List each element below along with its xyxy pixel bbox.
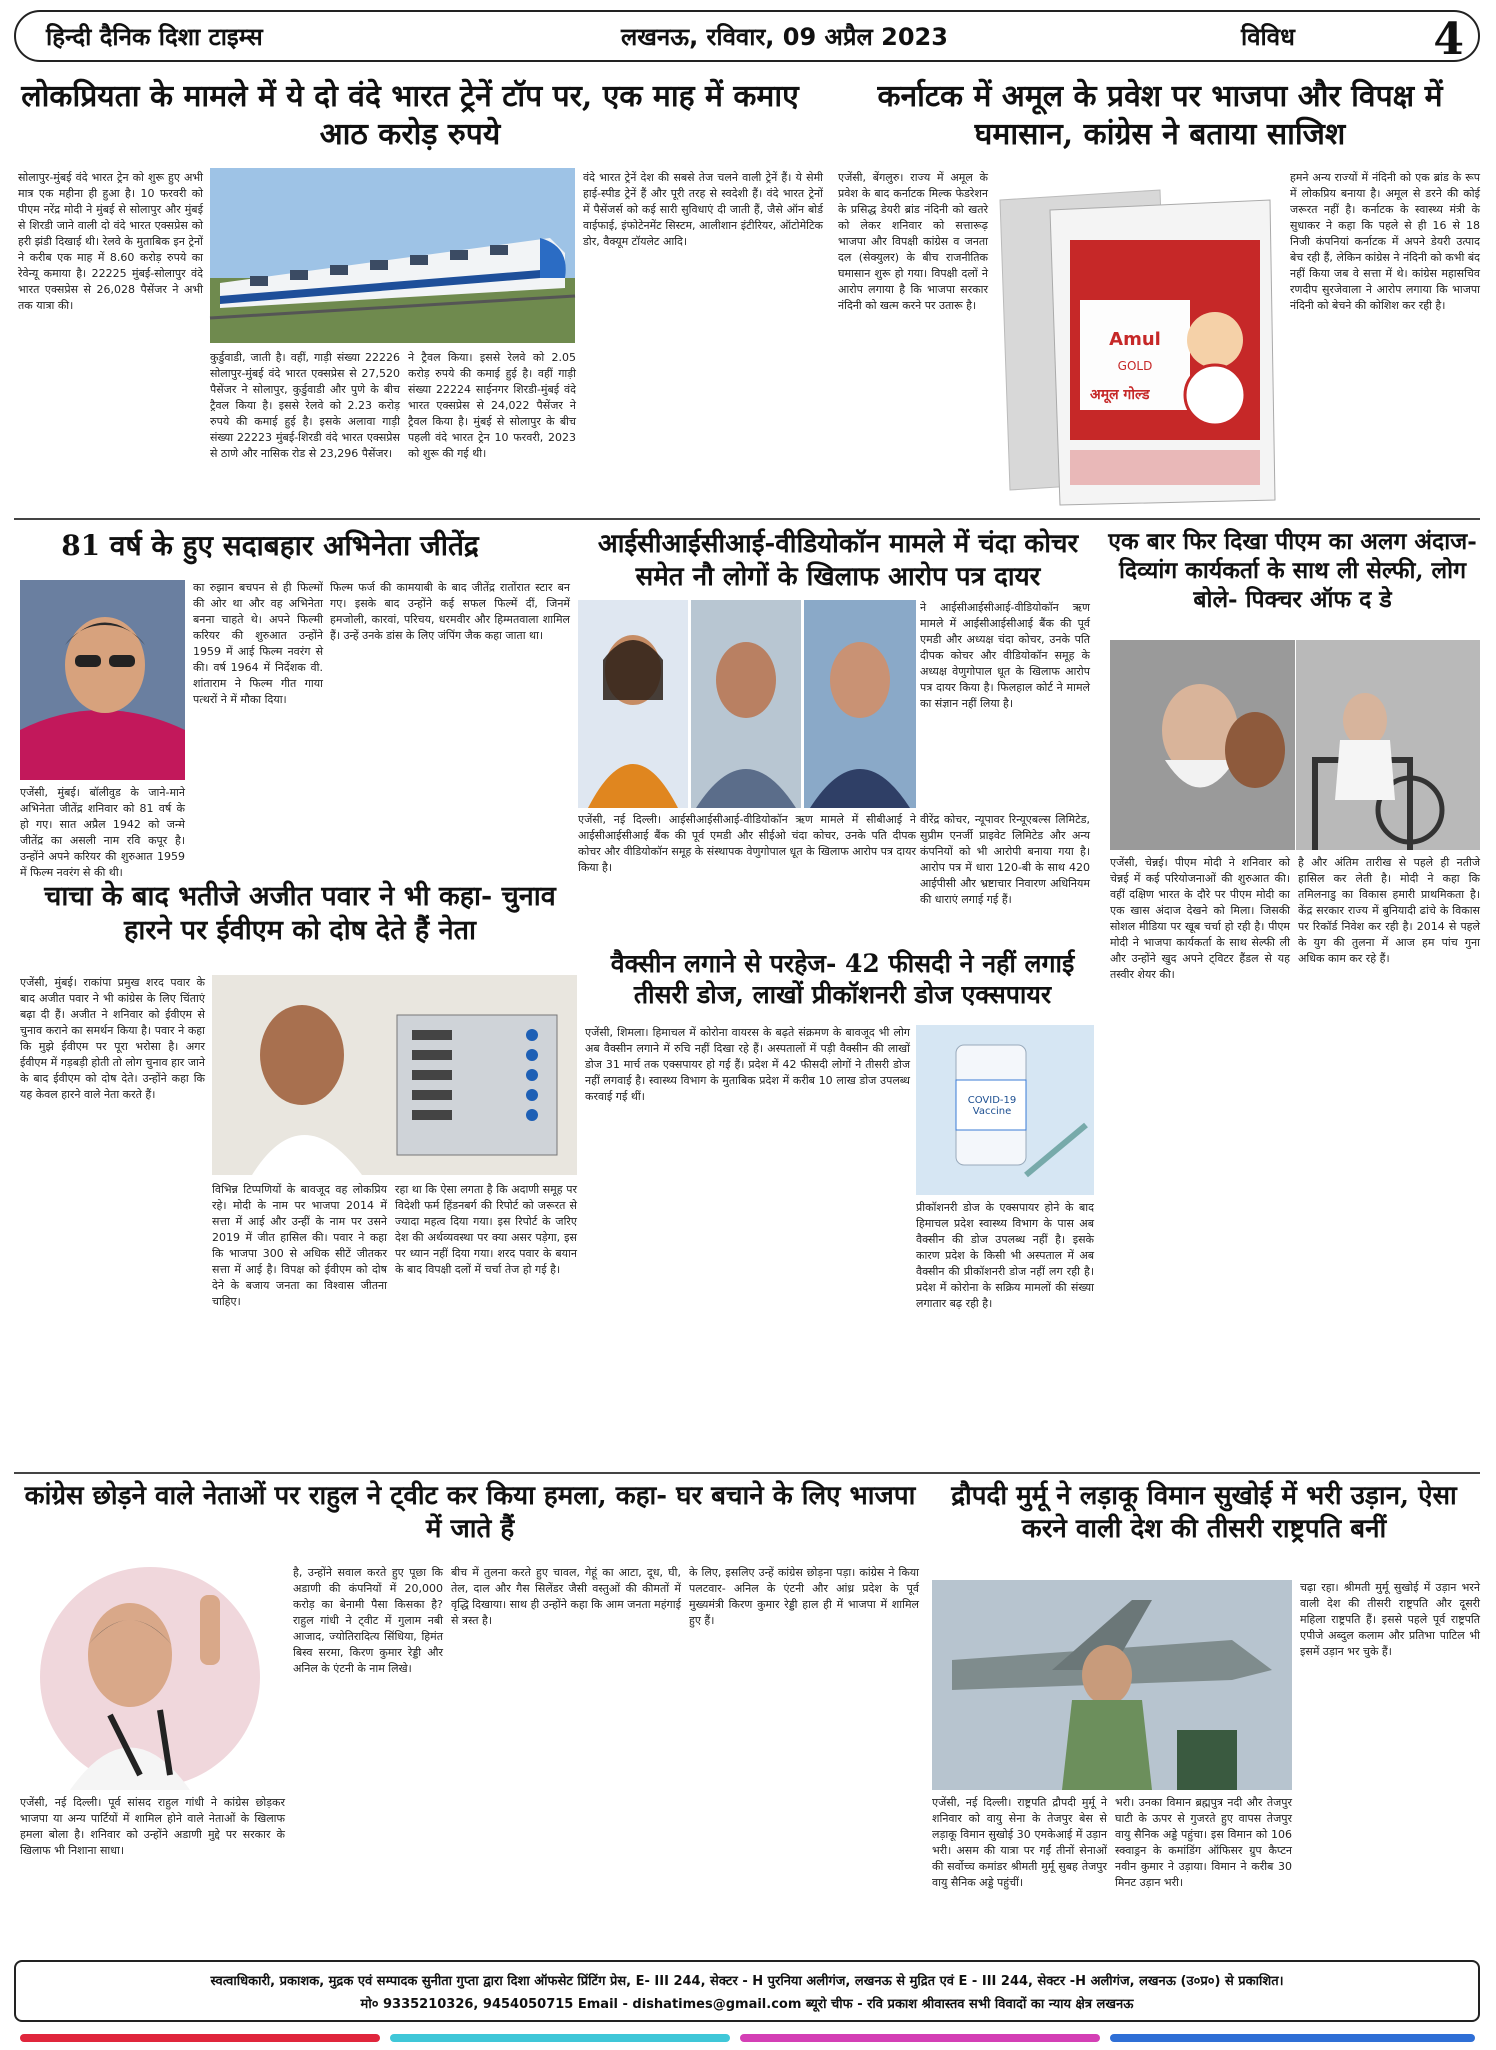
headline-rahul: कांग्रेस छोड़ने वाले नेताओं पर राहुल ने ट्वीट कर किया हमला, कहा- घर बचाने के लिए भाजपा में जाते हैं — [24, 1481, 916, 1544]
pm-selfie-col-2: है और अंतिम तारीख से पहले ही नतीजे हासिल कर लेती है। मोदी ने कहा कि तमिलनाडु का विकास हमारी प्राथमिकता है। केंद्र सरकार राज्य में बुनियादी ढांचे के विकास पर रिकॉर्ड निवेश कर रही है। 2014 से पहले के युग की तुलना में आज हम पांच गुना अधिक काम कर रहे हैं। — [1298, 856, 1480, 965]
amul-col-1: एजेंसी, बेंगलुरु। राज्य में अमूल के प्रवेश के बाद कर्नाटक मिल्क फेडरेशन के प्रसिद्ध डेयरी ब्रांड नंदिनी को खतरे को लेकर शनिवार को सत्तारूढ़ भाजपा और विपक्षी कांग्रेस व जनता दल (सेक्युलर) के बीच राजनीतिक घमासान शुरू हो गया। विपक्षी दलों ने आरोप लगाया है कि भाजपा सरकार नंदिनी को खत्म करने पर उतारू है। — [838, 171, 988, 312]
pm-selfie-col-1: एजेंसी, चेन्नई। पीएम मोदी ने शनिवार को चेन्नई में कई परियोजनाओं की शुरुआत की। वहीं दक्षिण भारत के दौरे पर पीएम मोदी का एक खास अंदाज देखने को मिला। जिसकी सोशल मीडिया पर खूब चर्चा हो रही है। पीएम मोदी ने भाजपा कार्यकर्ता के साथ सेल्फी ली और उन्होंने खुद अपने ट्विटर हैंडल से यह तस्वीर शेयर की। — [1110, 856, 1290, 981]
rahul-col-4: के लिए, इसलिए उन्हें कांग्रेस छोड़ना पड़ा। कांग्रेस ने किया पलटवार- अनिल के एंटनी और आंध्र प्रदेश के पूर्व मुख्यमंत्री किरण कुमार रेड्डी हाल ही में भाजपा में शामिल हुए हैं। — [689, 1566, 919, 1627]
pm-selfie-photo — [1110, 640, 1480, 850]
svg-text:GOLD: GOLD — [1117, 359, 1153, 373]
headline-murmu: द्रौपदी मुर्मू ने लड़ाकू विमान सुखोई में भरी उड़ान, ऐसा करने वाली देश की तीसरी राष्ट्रपति बनीं — [951, 1481, 1457, 1544]
rahul-col-2: है, उन्होंने सवाल करते हुए पूछा कि अडाणी की कंपनियों में 20,000 करोड़ का बेनामी पैसा किसका है? राहुल गांधी ने ट्वीट में गुलाम नबी आजाद, ज्योतिरादित्य सिंधिया, हिमंत बिस्व सरमा, किरण कुमार रेड्डी और अनिल के एंटनी के नाम लिखे। — [293, 1566, 443, 1675]
vande-bharat-col-3: ने ट्रैवल किया। इससे रेलवे को 2.05 करोड़ रुपये की कमाई हुई है। वहीं गाड़ी संख्या 22224 साईनगर शिरडी-मुंबई वंदे भारत एक्सप्रेस से 24,022 पैसेंजर ने ट्रैवल किया है। मुंबई से सोलापुर के बीच पहली वंदे भारत ट्रेन 10 फरवरी, 2023 को शुरू की गई थी। — [408, 351, 576, 460]
murmu-col-1: एजेंसी, नई दिल्ली। राष्ट्रपति द्रौपदी मुर्मू ने शनिवार को वायु सेना के तेजपुर बेस से लड़ाकू विमान सुखोई 30 एमकेआई में उड़ान भरी। असम की यात्रा पर गईं तीनों सेनाओं की सर्वोच्च कमांडर श्रीमती मुर्मू सुबह तेजपुर वायु सैनिक अड्डे पहुंचीं। — [932, 1796, 1107, 1889]
vaccine-vial-label: COVID-19 Vaccine — [967, 1095, 1017, 1117]
page-number: 4 — [1433, 14, 1464, 65]
amul-pack-label: अमूल गोल्ड — [1090, 387, 1150, 403]
jeetendra-photo — [20, 580, 185, 780]
newspaper-name: हिन्दी दैनिक दिशा टाइम्स — [46, 22, 263, 51]
ajit-pawar-evm-photo — [212, 975, 577, 1175]
ajit-pawar-col-2: विभिन्न टिप्पणियों के बावजूद वह लोकप्रिय रहे। मोदी के नाम पर भाजपा 2014 में सत्ता में आई और उन्हीं के नाम पर उसने 2019 में जीत हासिल की। पवार ने कहा कि भाजपा 300 से अधिक सीटें जीतकर सत्ता में आई है। विपक्ष को ईवीएम को दोष देने के बजाय जनता का विश्वास जीतना चाहिए। — [212, 1183, 387, 1308]
masthead — [14, 10, 1480, 65]
rahul-col-1: एजेंसी, नई दिल्ली। पूर्व सांसद राहुल गांधी ने कांग्रेस छोड़कर भाजपा या अन्य पार्टियों में शामिल होने वाले नेताओं के खिलाफ हमला बोला है। शनिवार को उन्होंने अडाणी मुद्दे पर सरकार के खिलाफ भी निशाना साधा। — [20, 1796, 285, 1857]
amul-pack-photo — [990, 180, 1280, 510]
jeetendra-col-3: फिल्म फर्ज की कामयाबी के बाद जीतेंद्र रातोंरात स्टार बन गए। इसके बाद उन्होंने कई सफल फिल्में दीं, जिनमें हमजोली, कारवां, परिचय, धरमवीर और हिम्मतवाला शामिल हैं। उन्हें उनके डांस के लिए जंपिंग जैक कहा जाता था। — [330, 581, 570, 642]
imprint-line-1: स्वत्वाधिकारी, प्रकाशक, मुद्रक एवं सम्पादक सुनीता गुप्ता द्वारा दिशा ऑफसेट प्रिंटिंग प्रेस, E- III 244, सेक्टर - H पुरनिया अलीगंज, लखनऊ से मुद्रित एवं E - III 244, सेक्टर -H अलीगंज, लखनऊ (उ०प्र०) से प्रकाशित। — [210, 1974, 1284, 1989]
headline-vande-bharat: लोकप्रियता के मामले में ये दो वंदे भारत ट्रेनें टॉप पर, एक माह में कमाए आठ करोड़ रुपये — [21, 79, 799, 152]
murmu-col-3: चढ़ा रहा। श्रीमती मुर्मू सुखोई में उड़ान भरने वाली देश की तीसरी राष्ट्रपति और दूसरी महिला राष्ट्रपति हैं। इससे पहले पूर्व राष्ट्रपति एपीजे अब्दुल कलाम और प्रतिभा पाटिल भी इसमें उड़ान भर चुके हैं। — [1300, 1581, 1480, 1658]
issue-date: लखनऊ, रविवार, 09 अप्रैल 2023 — [621, 22, 948, 51]
vaccine-photo — [916, 1025, 1094, 1195]
icici-col-1: एजेंसी, नई दिल्ली। आईसीआईसीआई-वीडियोकॉन ऋण मामले में सीबीआई ने आईसीआईसीआई बैंक की पूर्व एमडी और सीईओ चंदा कोचर, उनके पति दीपक कोचर और वीडियोकॉन समूह के संस्थापक वेणुगोपाल धूत के खिलाफ आरोप पत्र दायर किया है। — [578, 813, 916, 874]
decor-bar-red — [20, 2034, 380, 2042]
svg-text:Amul: Amul — [1109, 329, 1161, 350]
vande-bharat-col-4: वंदे भारत ट्रेनें देश की सबसे तेज चलने वाली ट्रेनें हैं। ये सेमी हाई-स्पीड ट्रेनें हैं और पूरी तरह से स्वदेशी हैं। वंदे भारत ट्रेनों में पैसेंजर्स को कई सारी सुविधाएं दी जाती हैं, जैसे ऑन बोर्ड वाईफाई, इंफोटेनमेंट सिस्टम, आलीशान इंटीरियर, ऑटोमेटिक डोर, वैक्यूम टॉयलेट आदि। — [583, 171, 823, 248]
headline-vaccine: वैक्सीन लगाने से परहेज- 42 फीसदी ने नहीं लगाई तीसरी डोज, लाखों प्रीकॉशनरी डोज एक्सपायर — [610, 949, 1075, 1010]
train-photo — [210, 168, 575, 343]
jeetendra-col-2: का रुझान बचपन से ही फिल्मों की ओर था और वह अभिनेता बनना चाहते थे। अपने फिल्मी करियर की शुरुआत उन्होंने 1959 में आई फिल्म नवरंग से की। वर्ष 1964 में निर्देशक वी. शांताराम ने फिल्म गीत गाया पत्थरों ने में मौका दिया। — [193, 581, 323, 706]
imprint-footer — [14, 1960, 1480, 2022]
ajit-pawar-col-1: एजेंसी, मुंबई। राकांपा प्रमुख शरद पवार के बाद अजीत पवार ने भी कांग्रेस के लिए चिंताएं बढ़ा दी हैं। अजीत ने शनिवार को ईवीएम से चुनाव कराने का समर्थन किया है। पवार ने कहा कि मुझे ईवीएम पर पूरा भरोसा है। अगर ईवीएम में गड़बड़ी होती तो लोग चुनाव हार जाने के बाद ईवीएम को दोष देते। उन्होंने कहा कि यह केवल हारने वाले नेता करते हैं। — [20, 976, 205, 1101]
imprint-line-2: मो० 9335210326, 9454050715 Email - dishatimes@gmail.com ब्यूरो चीफ - रवि प्रकाश श्रीवास्तव सभी विवादों का न्याय क्षेत्र लखनऊ — [360, 1997, 1134, 2013]
decor-bar-magenta — [740, 2034, 1100, 2042]
vande-bharat-col-2: कुर्डुवाडी, जाती है। वहीं, गाड़ी संख्या 22226 सोलापुर-मुंबई वंदे भारत एक्सप्रेस से 27,520 पैसेंजर ने सोलापुर, कुर्डुवाडी और पुणे के बीच ट्रैवल किया है। इससे रेलवे को 2.23 करोड़ रुपये की कमाई हुई है। इसके अलावा गाड़ी संख्या 22223 मुंबई-शिरडी वंदे भारत एक्सप्रेस से ठाणे और नासिक रोड से 23,296 पैसेंजर। — [210, 351, 400, 460]
headline-icici: आईसीआईसीआई-वीडियोकॉन मामले में चंदा कोचर समेत नौ लोगों के खिलाफ आरोप पत्र दायर — [597, 529, 1079, 592]
murmu-col-2: भरी। उनका विमान ब्रह्मपुत्र नदी और तेजपुर घाटी के ऊपर से गुजरते हुए वापस तेजपुर वायु सैनिक अड्डे पहुंचा। इस विमान को 106 स्क्वाड्रन के कमांडिंग ऑफिसर ग्रुप कैप्टन नवीन कुमार ने उड़ाया। विमान ने करीब 30 मिनट उड़ान भरी। — [1115, 1796, 1292, 1889]
jeetendra-col-1: एजेंसी, मुंबई। बॉलीवुड के जाने-माने अभिनेता जीतेंद्र शनिवार को 81 वर्ष के हो गए। सात अप्रैल 1942 को जन्मे जीतेंद्र का असली नाम रवि कपूर है। उन्होंने अपने करियर की शुरुआत 1959 में फिल्म नवरंग से की थी। — [20, 786, 185, 879]
vande-bharat-col-1: सोलापुर-मुंबई वंदे भारत ट्रेन को शुरू हुए अभी मात्र एक महीना ही हुआ है। 10 फरवरी को पीएम नरेंद्र मोदी ने मुंबई से सोलापुर और मुंबई से शिरडी जाने वाली दो वंदे भारत एक्सप्रेस को हरी झंडी दिखाई थी। रेलवे के मुताबिक इन ट्रेनों ने करीब एक माह में 8.60 करोड़ रुपये का रेवेन्यू कमाया है। 22225 मुंबई-सोलापुर वंदे भारत एक्सप्रेस से 26,028 पैसेंजर ने अभी तक यात्रा की। — [18, 171, 203, 312]
icici-col-3: ने आईसीआईसीआई-वीडियोकॉन ऋण मामले में आईसीआईसीआई बैंक की पूर्व एमडी और अध्यक्ष चंदा कोचर, उनके पति दीपक कोचर और वीडियोकॉन समूह के अध्यक्ष वेणुगोपाल धूत के खिलाफ आरोप पत्र दायर किया है। फिलहाल कोर्ट ने मामले का संज्ञान नहीं लिया है। — [920, 601, 1090, 710]
murmu-sukhoi-photo — [932, 1580, 1292, 1790]
decor-bar-cyan — [390, 2034, 730, 2042]
section-name: विविध — [1241, 22, 1295, 51]
vaccine-col-2: प्रीकॉशनरी डोज के एक्सपायर होने के बाद हिमाचल प्रदेश स्वास्थ्य विभाग के पास अब वैक्सीन की डोज उपलब्ध नहीं है। इसके कारण प्रदेश के किसी भी अस्पताल में अब वैक्सीन की प्रीकॉशनरी डोज नहीं लग रही है। प्रदेश में कोरोना के सक्रिय मामलों की संख्या लगातार बढ़ रही है। — [916, 1201, 1094, 1310]
ajit-pawar-col-3: रहा था कि ऐसा लगता है कि अदाणी समूह पर विदेशी फर्म हिंडनबर्ग की रिपोर्ट को जरूरत से ज्यादा महत्व दिया गया। इस रिपोर्ट के जरिए देश की अर्थव्यवस्था पर क्या असर पड़ेगा, इस पर ध्यान नहीं दिया गया। शरद पवार के बयान के बाद विपक्षी दलों में चर्चा तेज हो गई है। — [395, 1183, 577, 1276]
decor-bar-blue — [1110, 2034, 1475, 2042]
headline-ajit-pawar: चाचा के बाद भतीजे अजीत पवार ने भी कहा- चुनाव हारने पर ईवीएम को दोष देते हैं नेता — [44, 881, 556, 946]
rahul-col-3: बीच में तुलना करते हुए चावल, गेहूं का आटा, दूध, घी, तेल, दाल और गैस सिलेंडर जैसी वस्तुओं की कीमतों में वृद्धि दिखाया। साथ ही उन्होंने कहा कि आम जनता महंगाई से त्रस्त है। — [451, 1566, 681, 1627]
headline-jeetendra: 81 वर्ष के हुए सदाबहार अभिनेता जीतेंद्र — [61, 529, 479, 562]
amul-col-2: हमने अन्य राज्यों में नंदिनी को एक ब्रांड के रूप में लोकप्रिय बनाया है। अमूल से डरने की कोई जरूरत नहीं है। कर्नाटक के स्वास्थ्य मंत्री के सुधाकर ने कहा कि पहले से ही 16 से 18 निजी कंपनियां कर्नाटक में अपने डेयरी उत्पाद बेच रही हैं, लेकिन कांग्रेस ने नंदिनी को कभी बंद नहीं किया जब वे सत्ता में थे। कांग्रेस महासचिव रणदीप सुरजेवाला ने आरोप लगाया कि भाजपा नंदिनी को बेचने की कोशिश कर रही है। — [1290, 171, 1480, 312]
divider-row-3 — [14, 1472, 1480, 1474]
rahul-photo — [20, 1565, 285, 1790]
headline-amul: कर्नाटक में अमूल के प्रवेश पर भाजपा और विपक्ष में घमासान, कांग्रेस ने बताया साजिश — [877, 79, 1443, 152]
vaccine-col-1: एजेंसी, शिमला। हिमाचल में कोरोना वायरस के बढ़ते संक्रमण के बावजूद भी लोग अब वैक्सीन लगाने में रुचि नहीं दिखा रहे हैं। अस्पतालों में पड़ी वैक्सीन की लाखों डोज 31 मार्च तक एक्सपायर हो गई हैं। प्रदेश में 42 फीसदी लोगों ने तीसरी डोज नहीं लगवाई है। स्वास्थ्य विभाग के मुताबिक प्रदेश में करीब 10 लाख डोज उपलब्ध करवाई गई थीं। — [585, 1026, 910, 1103]
divider-row-1 — [14, 518, 1480, 520]
icici-col-2: वीरेंद्र कोचर, न्यूपावर रिन्यूएबल्स लिमिटेड, सुप्रीम एनर्जी प्राइवेट लिमिटेड और अन्य कंपनियों को भी आरोपी बनाया गया है। आरोप पत्र में धारा 120-बी के साथ 420 आईपीसी और भ्रष्टाचार निवारण अधिनियम की धाराएं लगाई गई हैं। — [920, 813, 1090, 906]
icici-accused-photos — [578, 600, 916, 808]
headline-pm-selfie: एक बार फिर दिखा पीएम का अलग अंदाज- दिव्यांग कार्यकर्ता के साथ ली सेल्फी, लोग बोले- पिक्चर ऑफ द डे — [1108, 528, 1477, 613]
